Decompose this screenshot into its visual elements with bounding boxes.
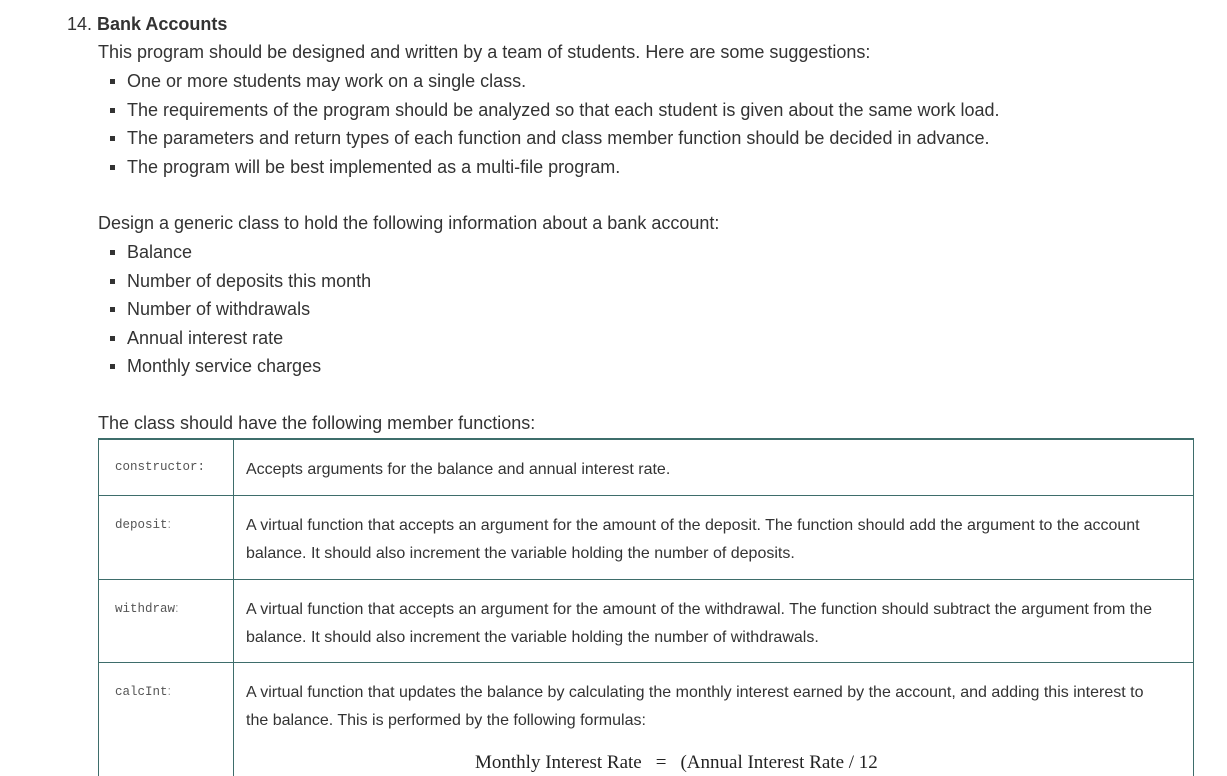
bullet-icon [110, 79, 115, 84]
list-item: The parameters and return types of each function and class member function should be decided in advance. [108, 124, 1000, 153]
member-functions-table [98, 438, 1194, 776]
function-description-cell [234, 662, 1194, 776]
function-description-cell: Accepts arguments for the balance and annual interest rate. [234, 439, 1194, 495]
function-name-cell: calcInt: [99, 662, 234, 776]
calcint-description: A virtual function that updates the balance by calculating the monthly interest earned by the account, and adding this interest to the balance. This is performed by the following formulas: [246, 683, 1144, 729]
formula-right: (Annual Interest Rate / 12 [680, 751, 878, 773]
fields-list [108, 238, 371, 381]
bullet-icon [110, 165, 115, 170]
list-item: Number of deposits this month [108, 267, 371, 296]
function-description-cell: A virtual function that accepts an argument for the amount of the deposit. The function should add the argument to the account balance. It should also increment the variable holding the number of deposits. [234, 495, 1194, 579]
bullet-icon [110, 108, 115, 113]
bullet-icon [110, 250, 115, 255]
table-row [99, 439, 1194, 495]
intro-paragraph: This program should be designed and written by a team of students. Here are some suggestions: [98, 42, 871, 62]
list-item: Annual interest rate [108, 324, 371, 353]
list-item: Balance [108, 238, 371, 267]
function-name-cell: withdraw: [99, 579, 234, 662]
bullet-icon [110, 279, 115, 284]
section-heading [67, 13, 227, 35]
bullet-icon [110, 336, 115, 341]
bullet-icon [110, 136, 115, 141]
formula-equals: = [655, 751, 667, 773]
bullet-icon [110, 364, 115, 369]
bullet-icon [110, 307, 115, 312]
table-row [99, 495, 1194, 579]
members-paragraph: The class should have the following member functions: [98, 413, 536, 433]
list-item: One or more students may work on a single class. [108, 67, 1000, 96]
function-description-cell: A virtual function that accepts an argument for the amount of the withdrawal. The function should subtract the argument from the balance. It should also increment the variable holding the number of withdrawals. [234, 579, 1194, 662]
formula-left: Monthly Interest Rate [475, 751, 642, 773]
section-number: 14. [67, 14, 93, 34]
suggestions-list [108, 67, 1000, 181]
list-item: The program will be best implemented as a multi-file program. [108, 153, 1000, 182]
design-paragraph: Design a generic class to hold the following information about a bank account: [98, 213, 720, 233]
list-item: Number of withdrawals [108, 295, 371, 324]
section-title: Bank Accounts [97, 14, 228, 34]
interest-formula [475, 749, 1153, 776]
table-row [99, 579, 1194, 662]
table-row [99, 662, 1194, 776]
function-name-cell: deposit: [99, 495, 234, 579]
list-item: Monthly service charges [108, 352, 371, 381]
list-item: The requirements of the program should be analyzed so that each student is given about the same work load. [108, 96, 1000, 125]
function-name-cell: constructor: [99, 439, 234, 495]
